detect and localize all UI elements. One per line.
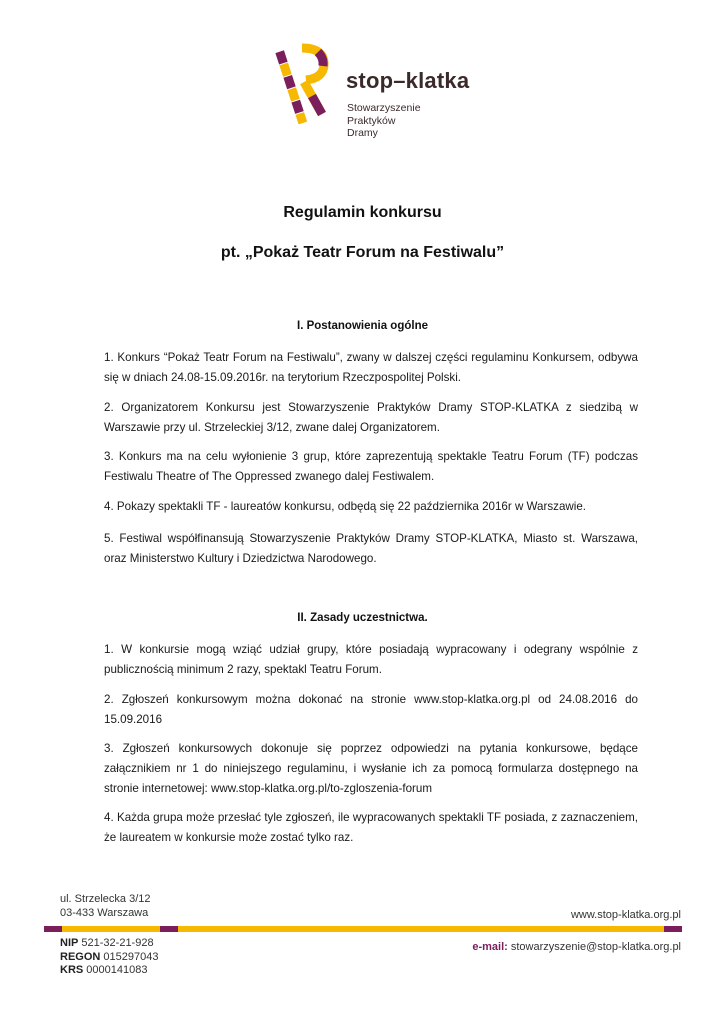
paragraph: 2. Organizatorem Konkursu jest Stowarzyszenie Praktyków Dramy STOP-KLATKA z siedzibą w Warszawie przy ul. Strzeleckiej 3/12, zwane dalej Organizatorem. <box>104 401 638 434</box>
logo-subtitle-line: Praktyków <box>347 114 396 127</box>
paragraph: 3. Zgłoszeń konkursowych dokonuje się poprzez odpowiedzi na pytania konkursowe, będące załącznikiem nr 1 do niniejszego regulaminu, i wysłanie ich za pomocą formularza dostępnego na stronie internetowej: www.stop-klatka.org.pl/to-zgloszenia-forum <box>104 742 638 795</box>
footer-stripe-segment <box>160 926 178 932</box>
regon-line <box>60 951 158 965</box>
regon-value: 015297043 <box>103 950 159 963</box>
paragraph: 4. Każda grupa może przesłać tyle zgłoszeń, ile wypracowanych spektakli TF posiada, z zaznaczeniem, że laureatem w konkursie może zostać tylko raz. <box>104 811 638 844</box>
logo-subtitle-line: Stowarzyszenie <box>347 102 421 114</box>
section-heading: I. Postanowienia ogólne <box>297 320 428 332</box>
logo-subtitle-line: Dramy <box>347 127 378 139</box>
logo-subtitle <box>347 102 421 140</box>
paragraph: 4. Pokazy spektakli TF - laureatów konkursu, odbędą się 22 października 2016r w Warszawie. <box>104 500 587 513</box>
logo-name: stop–klatka <box>346 68 470 93</box>
footer-stripe-segment <box>62 926 160 932</box>
paragraph: 1. W konkursie mogą wziąć udział grupy, które posiadają wypracowany i odegrany wspólnie z publicznością minimum 2 razy, spektakl Teatru Forum. <box>104 643 638 676</box>
document-subtitle: pt. „Pokaż Teatr Forum na Festiwalu” <box>220 244 505 261</box>
paragraph: 2. Zgłoszeń konkursowym można dokonać na stronie www.stop-klatka.org.pl od 24.08.2016 do 15.09.2016 <box>104 693 638 726</box>
footer-email <box>472 941 681 953</box>
footer-stripe-segment <box>664 926 682 932</box>
address-street: ul. Strzelecka 3/12 <box>60 893 151 905</box>
address-city: 03-433 Warszawa <box>60 906 149 919</box>
nip-value: 521-32-21-928 <box>81 937 154 949</box>
nip-label: NIP <box>60 937 79 949</box>
regon-label: REGON <box>60 950 101 963</box>
email-address[interactable]: stowarzyszenie@stop-klatka.org.pl <box>510 941 681 953</box>
krs-line <box>60 964 158 978</box>
nip-line <box>60 937 158 951</box>
document-title: Regulamin konkursu <box>283 204 442 221</box>
paragraph: 1. Konkurs “Pokaż Teatr Forum na Festiwalu”, zwany w dalszej części regulaminu Konkursem, odbywa się w dniach 24.08-15.09.2016r. na terytorium Rzeczpospolitej Polski. <box>104 351 638 384</box>
footer-stripe-segment <box>178 926 664 932</box>
stop-klatka-logo-icon <box>272 42 334 124</box>
krs-value: 0000141083 <box>86 964 148 976</box>
footer-stripe-segment <box>44 926 62 932</box>
paragraph: 5. Festiwal współfinansują Stowarzyszenie Praktyków Dramy STOP-KLATKA, Miasto st. Warszawa, oraz Ministerstwo Kultury i Dziedzictwa Narodowego. <box>104 532 638 565</box>
section-heading: II. Zasady uczestnictwa. <box>297 612 428 624</box>
paragraph: 3. Konkurs ma na celu wyłonienie 3 grup, które zaprezentują spektakle Teatru Forum (TF) podczas Festiwalu Theatre of The Oppressed zwanego dalej Festiwalem. <box>104 450 638 483</box>
footer-website: www.stop-klatka.org.pl <box>570 909 681 921</box>
footer-registration <box>60 937 158 978</box>
krs-label: KRS <box>60 964 84 976</box>
organization-logo <box>272 42 492 142</box>
email-label: e-mail: <box>472 941 508 953</box>
footer-address <box>60 893 151 920</box>
